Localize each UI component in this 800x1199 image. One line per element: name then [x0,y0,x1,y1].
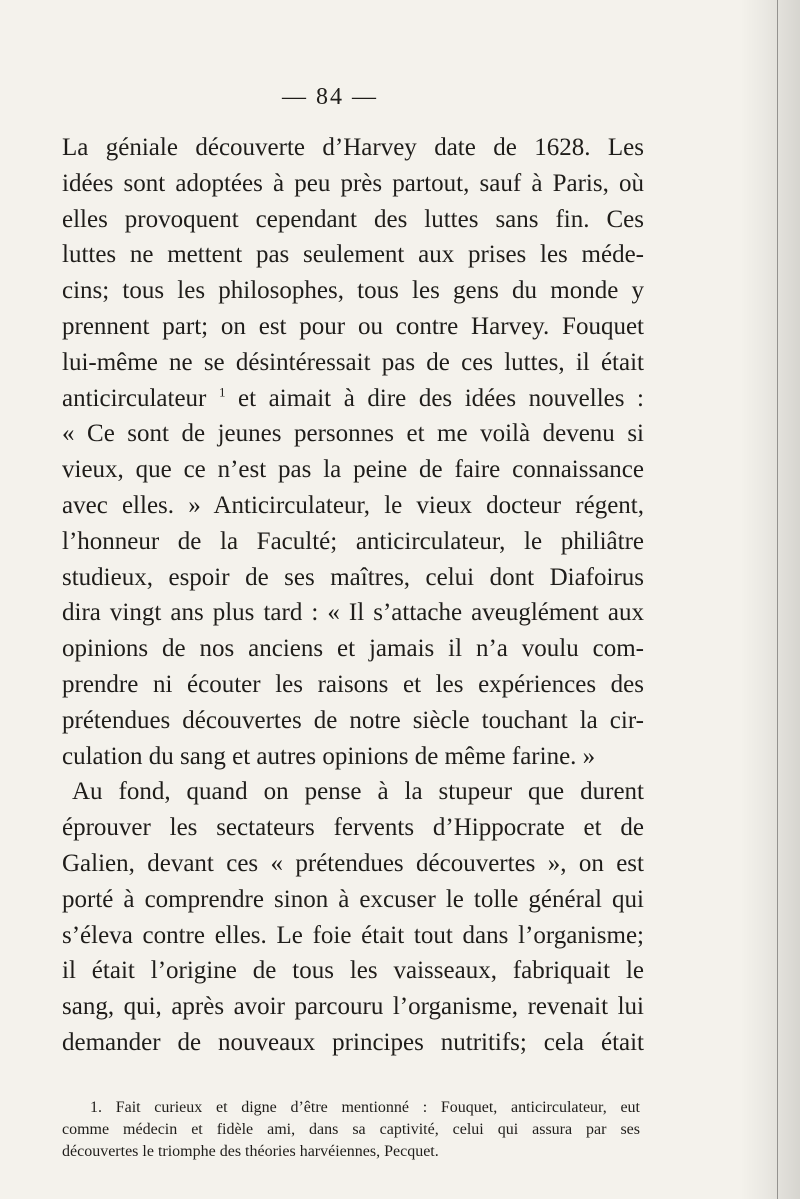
text-line: l’honneur de la Faculté; anticirculateur, le philiâtre [62,527,644,555]
text-line: La géniale découverte d’Harvey date de 1628. Les [62,134,644,161]
text-line: idées sont adoptées à peu près partout, sauf à Paris, où [62,169,644,197]
footnote-line: 1. Fait curieux et digne d’être mentionné : Fouquet, anticirculateur, eut [90,1099,640,1116]
text-line: avec elles. » Anticirculateur, le vieux docteur régent, [62,491,644,519]
footnote-reference: 1 [218,384,226,400]
text-line: prétendues découvertes de notre siècle touchant la cir- [62,706,644,734]
text-line: « Ce sont de jeunes personnes et me voilà devenu si [62,420,644,448]
text-line: vieux, que ce n’est pas la peine de faire connaissance [62,456,644,484]
footnote-line: découvertes le triomphe des théories harvéiennes, Pecquet. [62,1143,439,1160]
page-edge-shadow [740,0,800,1199]
text-line: Galien, devant ces « prétendues découvertes », on est [62,849,644,877]
text-line: lui-même ne se désintéressait pas de ces luttes, il était [62,348,644,376]
text-line: dira vingt ans plus tard : « Il s’attache aveuglément aux [62,599,644,627]
text-fragment: et aimait à dire des idées nouvelles : [238,384,644,412]
page-number: — 84 — [282,84,378,110]
text-line: porté à comprendre sinon à excuser le tolle général qui [62,885,644,913]
main-text [62,130,644,1061]
text-line: culation du sang et autres opinions de même farine. » [62,742,596,770]
text-line: cins; tous les philosophes, tous les gens du monde y [62,277,644,305]
text-line: s’éleva contre elles. Le foie était tout dans l’organisme; [62,921,644,949]
text-line-with-footnote [62,381,644,417]
page-edge-line [777,0,778,1199]
text-line: il était l’origine de tous les vaisseaux, fabriquait le [62,957,644,985]
text-line: Au fond, quand on pense à la stupeur que durent [72,778,644,806]
footnote [62,1097,640,1163]
text-line: demander de nouveaux principes nutritifs; cela était [62,1028,644,1056]
text-line: luttes ne mettent pas seulement aux prises les méde- [62,241,644,269]
footnote-line: comme médecin et fidèle ami, dans sa captivité, celui qui assura par ses [62,1121,640,1138]
text-line: studieux, espoir de ses maîtres, celui dont Diafoirus [62,563,644,591]
text-line: prennent part; on est pour ou contre Harvey. Fouquet [62,312,644,340]
text-line: opinions de nos anciens et jamais il n’a voulu com- [62,635,644,663]
text-line: elles provoquent cependant des luttes sans fin. Ces [62,205,644,233]
text-fragment: anticirculateur [62,384,207,412]
text-line: éprouver les sectateurs fervents d’Hippocrate et de [62,814,644,842]
text-line: sang, qui, après avoir parcouru l’organisme, revenait lui [62,993,644,1021]
text-line: prendre ni écouter les raisons et les expériences des [62,670,644,698]
